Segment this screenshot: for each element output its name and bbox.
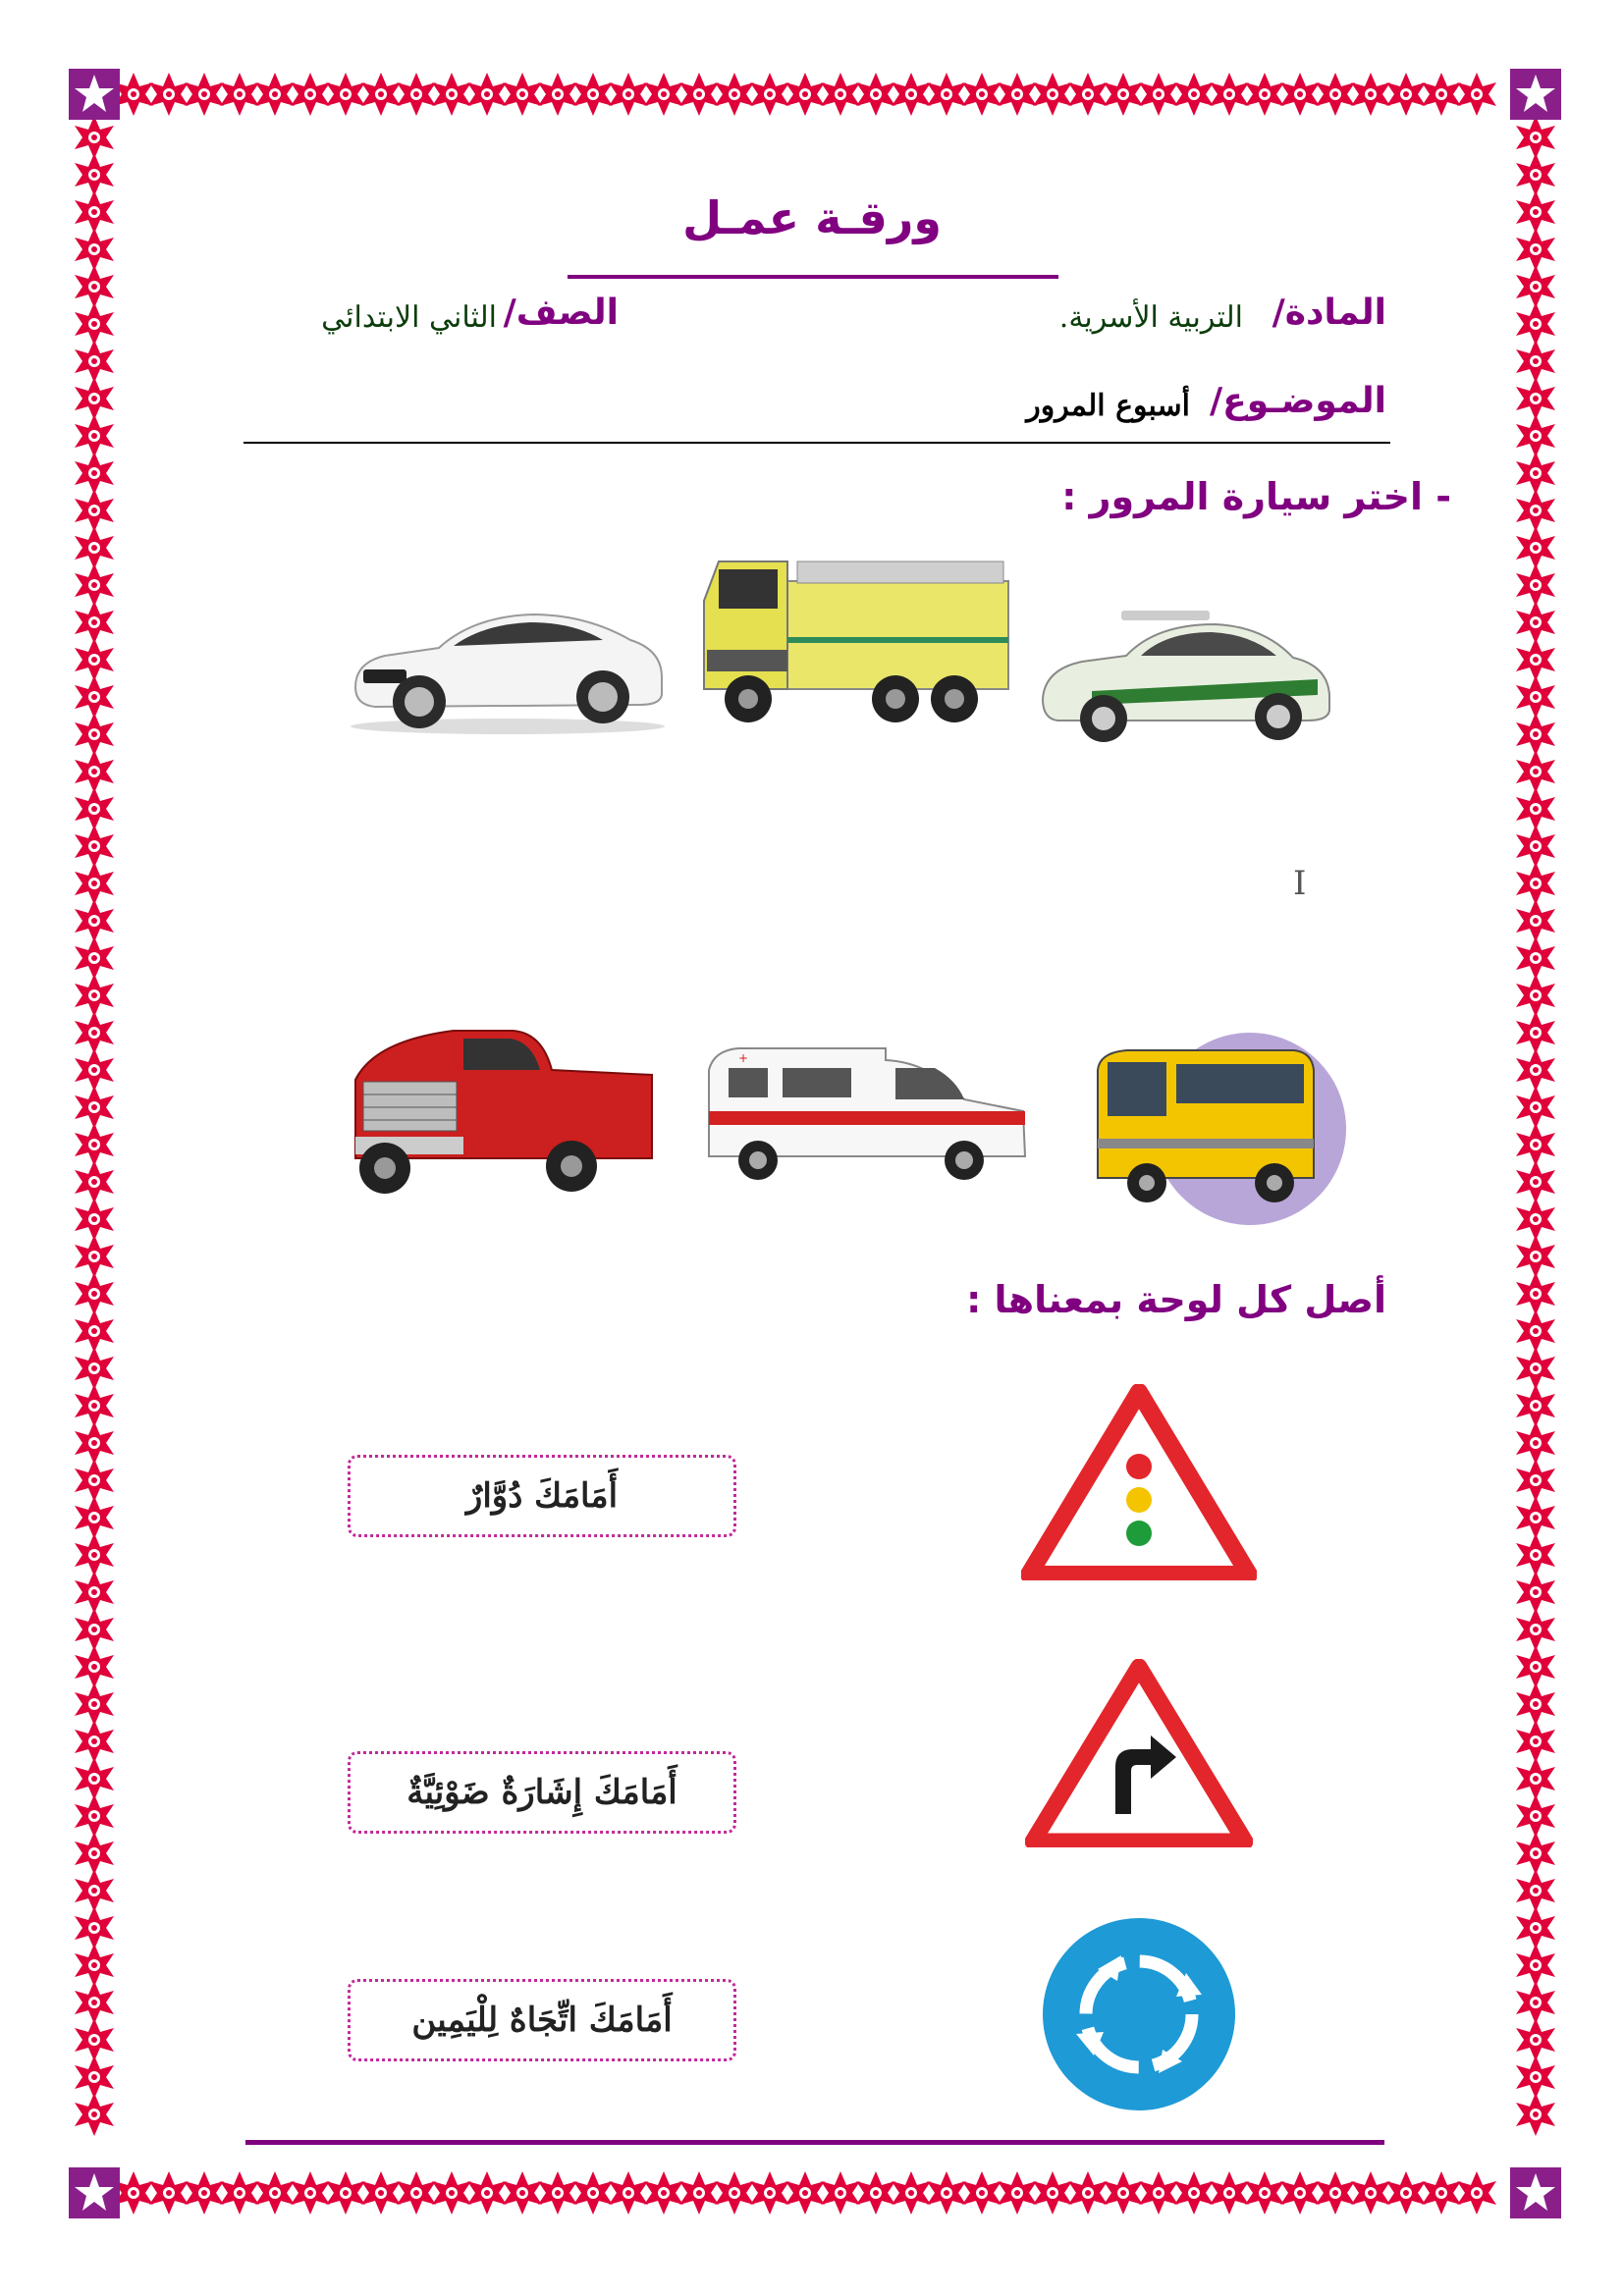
meaning-turn-right-box[interactable]: أَمَامَكَ اتِّجَاهٌ لِلْيَمِين xyxy=(348,1979,736,2061)
border-star-icon xyxy=(467,73,507,116)
border-star-icon xyxy=(1516,1981,1555,2024)
border-star-icon xyxy=(1245,2171,1284,2215)
footer-divider xyxy=(245,2140,1384,2145)
border-star-icon xyxy=(1068,2171,1108,2215)
border-star-icon xyxy=(1516,1459,1555,1502)
border-star-icon xyxy=(1516,563,1555,607)
border-star-icon xyxy=(892,73,931,116)
border-star-icon xyxy=(75,526,114,569)
border-star-icon xyxy=(1516,601,1555,644)
border-star-icon xyxy=(962,2171,1001,2215)
border-star-icon xyxy=(1516,302,1555,346)
border-star-icon xyxy=(1516,340,1555,383)
right-curve-warning-sign[interactable] xyxy=(1025,1659,1253,1847)
border-star-icon xyxy=(1516,1198,1555,1241)
border-star-icon xyxy=(75,974,114,1017)
border-star-icon xyxy=(503,2171,542,2215)
border-star-icon xyxy=(326,2171,365,2215)
border-star-icon xyxy=(75,1459,114,1502)
border-star-icon xyxy=(785,73,825,116)
border-star-icon xyxy=(1139,2171,1178,2215)
sports-car-image[interactable] xyxy=(346,579,670,736)
border-star-icon xyxy=(1516,1720,1555,1763)
border-star-icon xyxy=(75,1309,114,1353)
border-star-icon xyxy=(75,489,114,532)
border-star-icon xyxy=(856,2171,895,2215)
border-star-icon xyxy=(75,1682,114,1726)
border-star-icon xyxy=(1516,1794,1555,1838)
border-star-icon xyxy=(1280,2171,1320,2215)
border-star-icon xyxy=(1516,1869,1555,1912)
border-star-icon xyxy=(927,73,966,116)
border-star-icon xyxy=(75,1086,114,1129)
question-1-prompt: - اختر سيارة المرور : xyxy=(1061,475,1451,518)
worksheet-title: ورقـة عمـل xyxy=(682,191,942,244)
border-star-icon xyxy=(326,73,365,116)
border-star-icon xyxy=(255,73,295,116)
border-star-icon xyxy=(1516,1496,1555,1539)
border-star-icon xyxy=(397,73,436,116)
border-star-icon xyxy=(1516,526,1555,569)
grade-label: الصف/ xyxy=(503,293,619,333)
subject-value: التربية الأسرية. xyxy=(1058,300,1243,335)
fire-truck-image[interactable] xyxy=(699,542,1013,728)
border-star-icon xyxy=(75,414,114,457)
traffic-light-warning-sign[interactable] xyxy=(1021,1384,1257,1580)
border-star-icon xyxy=(75,452,114,495)
border-star-icon xyxy=(75,1608,114,1651)
border-star-icon xyxy=(75,1869,114,1912)
border-star-icon xyxy=(927,2171,966,2215)
svg-text:+: + xyxy=(738,1051,749,1065)
border-star-icon xyxy=(1174,73,1214,116)
border-star-icon xyxy=(75,1421,114,1465)
border-star-icon xyxy=(1516,713,1555,756)
border-star-icon xyxy=(609,73,648,116)
border-star-icon xyxy=(1457,73,1496,116)
border-star-icon xyxy=(1033,2171,1072,2215)
border-star-icon xyxy=(1516,1533,1555,1576)
border-star-icon xyxy=(75,787,114,830)
border-star-icon xyxy=(1174,2171,1214,2215)
border-star-icon xyxy=(1516,1347,1555,1390)
header-divider xyxy=(244,442,1390,444)
ambulance-image[interactable] xyxy=(699,1041,1033,1188)
school-bus-image[interactable] xyxy=(1088,1031,1347,1227)
border-star-icon xyxy=(75,1384,114,1427)
pickup-truck-image[interactable] xyxy=(346,1011,660,1198)
border-star-icon xyxy=(75,1011,114,1054)
border-star-icon xyxy=(962,73,1001,116)
border-star-icon xyxy=(75,1794,114,1838)
border-star-icon xyxy=(1316,73,1355,116)
border-star-icon xyxy=(75,302,114,346)
border-star-icon xyxy=(185,2171,224,2215)
border-star-icon xyxy=(75,1160,114,1203)
border-star-icon xyxy=(75,1757,114,1800)
border-star-icon xyxy=(75,1645,114,1688)
border-star-icon xyxy=(1516,1944,1555,1987)
border-star-icon xyxy=(1516,1272,1555,1315)
border-star-icon xyxy=(75,265,114,308)
border-star-icon xyxy=(1139,73,1178,116)
border-star-icon xyxy=(220,73,259,116)
border-star-icon xyxy=(361,73,401,116)
border-star-icon xyxy=(1516,1571,1555,1614)
border-star-icon xyxy=(1104,2171,1143,2215)
border-star-icon xyxy=(679,2171,719,2215)
border-star-icon xyxy=(1386,73,1426,116)
border-star-icon xyxy=(1516,1309,1555,1353)
border-star-icon xyxy=(892,2171,931,2215)
border-star-icon xyxy=(75,116,114,159)
border-star-icon xyxy=(75,899,114,942)
border-star-icon xyxy=(1516,1011,1555,1054)
border-star-icon xyxy=(291,73,330,116)
border-star-icon xyxy=(75,563,114,607)
border-star-icon xyxy=(1516,899,1555,942)
border-star-icon xyxy=(1516,1757,1555,1800)
border-star-icon xyxy=(1245,73,1284,116)
border-star-icon xyxy=(75,340,114,383)
border-star-icon xyxy=(1516,1906,1555,1949)
border-star-icon xyxy=(75,1272,114,1315)
border-star-icon xyxy=(75,1533,114,1576)
border-star-icon xyxy=(715,73,754,116)
border-star-icon xyxy=(397,2171,436,2215)
border-star-icon xyxy=(1516,1384,1555,1427)
border-star-icon xyxy=(1516,787,1555,830)
border-star-icon xyxy=(75,1123,114,1166)
topic-value: أسبوع المرور xyxy=(1026,389,1190,423)
border-star-icon xyxy=(1316,2171,1355,2215)
border-star-icon xyxy=(75,675,114,719)
border-star-icon xyxy=(75,1944,114,1987)
question-2-prompt: أصل كل لوحة بمعناها : xyxy=(966,1278,1386,1321)
border-star-icon xyxy=(1516,116,1555,159)
border-star-icon xyxy=(75,1981,114,2024)
border-star-icon xyxy=(75,713,114,756)
border-star-icon xyxy=(1516,2056,1555,2099)
border-star-icon xyxy=(75,638,114,681)
border-star-icon xyxy=(75,2018,114,2061)
border-star-icon xyxy=(220,2171,259,2215)
border-star-icon xyxy=(1351,73,1390,116)
border-star-icon xyxy=(149,73,189,116)
border-star-icon xyxy=(75,1048,114,1092)
border-star-icon xyxy=(1104,73,1143,116)
border-star-icon xyxy=(75,601,114,644)
border-star-icon xyxy=(1351,2171,1390,2215)
border-star-icon xyxy=(75,825,114,868)
border-star-icon xyxy=(75,1496,114,1539)
border-star-icon xyxy=(75,1720,114,1763)
border-star-icon xyxy=(75,1571,114,1614)
border-star-icon xyxy=(998,2171,1037,2215)
border-star-icon xyxy=(1457,2171,1496,2215)
border-star-icon xyxy=(75,153,114,196)
border-star-icon xyxy=(538,2171,577,2215)
border-star-icon xyxy=(1516,153,1555,196)
border-star-icon xyxy=(609,2171,648,2215)
border-star-icon xyxy=(1516,1123,1555,1166)
border-star-icon xyxy=(1516,1832,1555,1875)
border-star-icon xyxy=(1033,73,1072,116)
border-star-icon xyxy=(1516,414,1555,457)
border-star-icon xyxy=(1516,1608,1555,1651)
border-star-icon xyxy=(1516,638,1555,681)
border-star-icon xyxy=(1516,1086,1555,1129)
border-star-icon xyxy=(573,2171,613,2215)
border-star-icon xyxy=(75,2056,114,2099)
border-star-icon xyxy=(1516,1235,1555,1278)
border-star-icon xyxy=(1516,377,1555,420)
border-star-icon xyxy=(1516,265,1555,308)
border-star-icon xyxy=(644,2171,683,2215)
border-star-icon xyxy=(291,2171,330,2215)
border-star-icon xyxy=(785,2171,825,2215)
topic-label: الموضـوع/ xyxy=(1210,381,1386,421)
border-star-icon xyxy=(1516,862,1555,905)
border-star-icon xyxy=(750,2171,789,2215)
border-star-icon xyxy=(644,73,683,116)
text-cursor-icon: Ⅰ xyxy=(1293,864,1307,903)
border-star-icon xyxy=(715,2171,754,2215)
border-star-icon xyxy=(467,2171,507,2215)
border-star-icon xyxy=(1516,1160,1555,1203)
border-star-icon xyxy=(503,73,542,116)
border-star-icon xyxy=(998,73,1037,116)
border-star-icon xyxy=(185,73,224,116)
border-star-icon xyxy=(75,1906,114,1949)
border-star-icon xyxy=(1516,1048,1555,1092)
border-star-icon xyxy=(1516,675,1555,719)
border-star-icon xyxy=(75,1235,114,1278)
border-star-icon xyxy=(1386,2171,1426,2215)
border-star-icon xyxy=(1280,73,1320,116)
border-star-icon xyxy=(1516,825,1555,868)
border-star-icon xyxy=(1422,2171,1461,2215)
border-star-icon xyxy=(1210,2171,1249,2215)
border-star-icon xyxy=(1516,936,1555,980)
border-star-icon xyxy=(573,73,613,116)
border-star-icon xyxy=(1516,1645,1555,1688)
border-star-icon xyxy=(75,862,114,905)
border-star-icon xyxy=(538,73,577,116)
border-star-icon xyxy=(75,377,114,420)
border-star-icon xyxy=(1516,750,1555,793)
border-star-icon xyxy=(75,936,114,980)
border-star-icon xyxy=(821,2171,860,2215)
border-star-icon xyxy=(1068,73,1108,116)
border-star-icon xyxy=(361,2171,401,2215)
grade-value: الثاني الابتدائي xyxy=(321,300,497,335)
border-star-icon xyxy=(1516,2093,1555,2136)
meaning-traffic-light-box[interactable]: أَمَامَكَ إِشَارَةٌ ضَوْئِيَّةٌ xyxy=(348,1751,736,1834)
subject-label: المادة/ xyxy=(1272,293,1386,333)
border-star-icon xyxy=(432,73,471,116)
border-star-icon xyxy=(750,73,789,116)
border-star-icon xyxy=(1516,1421,1555,1465)
border-star-icon xyxy=(432,2171,471,2215)
border-star-icon xyxy=(679,73,719,116)
border-star-icon xyxy=(1516,452,1555,495)
border-star-icon xyxy=(1210,73,1249,116)
roundabout-sign[interactable] xyxy=(1039,1914,1239,2114)
meaning-roundabout-box[interactable]: أَمَامَكَ دُوَّارٌ xyxy=(348,1455,736,1537)
border-star-icon xyxy=(1516,1682,1555,1726)
border-star-icon xyxy=(75,2093,114,2136)
border-star-icon xyxy=(255,2171,295,2215)
border-star-icon xyxy=(75,1347,114,1390)
border-star-icon xyxy=(75,1832,114,1875)
border-star-icon xyxy=(1516,2018,1555,2061)
traffic-police-car-image[interactable] xyxy=(1033,601,1337,748)
border-star-icon xyxy=(75,1198,114,1241)
border-star-icon xyxy=(149,2171,189,2215)
border-star-icon xyxy=(856,73,895,116)
border-star-icon xyxy=(75,750,114,793)
border-star-icon xyxy=(1422,73,1461,116)
title-underline xyxy=(568,275,1058,279)
border-star-icon xyxy=(1516,974,1555,1017)
border-star-icon xyxy=(1516,489,1555,532)
border-star-icon xyxy=(821,73,860,116)
